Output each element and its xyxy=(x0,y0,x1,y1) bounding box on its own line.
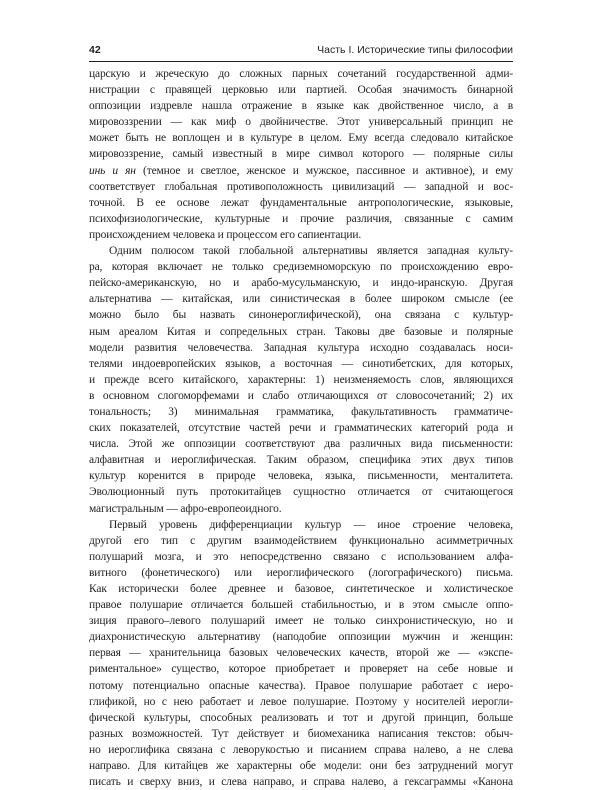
text-line: правое полушарие отличается большей стабильностью, и в этом смысле оппо- xyxy=(89,599,513,612)
text-line: риментальное» существо, которое приобретает и проверяет на себе новые и xyxy=(89,663,513,676)
text-line: модели развития человечества. Западная культура исходно создавалась носи- xyxy=(89,341,513,354)
text-line: оппозиции издревле нашла отражение в языке как двойственное число, а в xyxy=(89,100,513,113)
text-line: писать и сверху вниз, и слева направо, и справа налево, а гексаграммы «Канона xyxy=(89,776,513,789)
text-line: глификой, но с нею работает и левое полушарие. Поэтому у носителей иерогли- xyxy=(89,695,513,708)
text-line: витного (фонетического) или иероглифического (логографического) письма. xyxy=(89,566,513,579)
text-line: Эволюционный путь протокитайцев сущностно отличается от считающегося xyxy=(89,486,513,499)
text-line: ских показателей, отсутствие частей речи и грамматических категорий рода и xyxy=(89,422,513,435)
text-line: может быть не воплощен и в культуре в целом. Ему всегда следовало китайское xyxy=(89,132,513,145)
text-line: точной. В ее основе лежат фундаментальные антропологические, языковые, xyxy=(89,196,513,209)
text-line: ным ареалом Китая и сопредельных стран. Таковы две базовые и полярные xyxy=(89,325,513,338)
text-line: первая — хранительница базовых человеческих качеств, второй же — «экспе- xyxy=(89,647,513,660)
body-text xyxy=(89,66,513,790)
text-line: тональность; 3) минимальная грамматика, факультативность грамматиче- xyxy=(89,405,513,418)
text-line: другой его тип с другим взаимодействием функционально асимметричных xyxy=(89,534,513,547)
text-line: направо. Для китайцев же характерны обе модели: они без затруднений могут xyxy=(89,760,513,773)
text-line: полушарий мозга, и это непосредственно связано с использованием алфа- xyxy=(89,550,513,563)
text-line: магистральным — афро-европеоидного. xyxy=(89,502,282,515)
text-line: разных возможностей. Тут действует и биомеханика написания текстов: обыч- xyxy=(89,727,513,740)
text-line: Первый уровень дифференциации культур — иное строение человека, xyxy=(109,518,513,531)
header-rule xyxy=(89,61,513,62)
text-line: царскую и жреческую до сложных парных сочетаний государственной адми- xyxy=(89,68,513,80)
running-title: Часть I. Исторические типы философии xyxy=(317,44,513,56)
text-line: диахронистическую альтернативу (наподобие оппозиции мужчин и женщин: xyxy=(89,631,513,644)
text-line: мировоззрение, самый известный в мире символ которого — полярные силы xyxy=(89,148,513,161)
text-line: культур коренится в природе человека, языка, письменности, менталитета. xyxy=(89,470,513,483)
text-line: альтернатива — китайская, или синистическая в более широком смысле (ее xyxy=(89,293,513,306)
text-line: ра, которая включает не только средиземноморскую по происхождению евро- xyxy=(89,261,513,274)
text-line: нистрации с правящей церковью или партией. Особая значимость бинарной xyxy=(89,84,513,97)
text-line: мировоззрении — как миф о двойничестве. Этот универсальный принцип не xyxy=(89,116,513,129)
text-line: в основном слогоморфемами и слабо отличающихся от словосочетаний; 2) их xyxy=(89,389,513,402)
text-line: но иероглифика связана с леворукостью и писанием справа налево, а не слева xyxy=(89,743,513,756)
text-line: Одним полюсом такой глобальной альтернативы является западная культу- xyxy=(109,245,513,258)
text-line: происхождением человека и процессом его сапиентации. xyxy=(89,228,362,241)
text-line: алфавитная и иероглифическая. Таким образом, специфика этих двух типов xyxy=(89,454,513,467)
text-line: психофизиологические, культурные и прочие различия, связанные с самим xyxy=(89,212,513,225)
text-line: фической культуры, способных реализовать и тот и другой принцип, больше xyxy=(89,711,513,724)
text-line: соответствует глобальная противоположность цивилизаций — западной и вос- xyxy=(89,180,513,193)
text-line: можно было бы назвать синонероглифической), она связана с культур- xyxy=(89,309,513,322)
text-line: числа. Этой же оппозиции соответствуют два различных вида письменности: xyxy=(89,438,513,451)
page-number: 42 xyxy=(89,44,101,56)
page-header xyxy=(89,44,513,60)
text-line: потому потенциально опасные качества). Правое полушарие работает с иеро- xyxy=(89,679,513,692)
text-line: пейско-американскую, но и арабо-мусульманскую, и индо-иранскую. Другая xyxy=(89,277,513,290)
text-line: Как исторически более древнее и базовое, синтетическое и холистическое xyxy=(89,583,513,595)
text-line: зиция правого–левого полушарий имеет не только синхронистическую, но и xyxy=(89,615,513,628)
text-line: и прежде всего китайского, характерны: 1) неизменяемость слов, являющихся xyxy=(89,373,513,386)
text-line: инь и ян (темное и светлое, женское и мужское, пассивное и активное), и ему xyxy=(89,164,514,177)
text-line: телями индоевропейских языков, а восточная — синотибетских, для которых, xyxy=(89,357,513,370)
